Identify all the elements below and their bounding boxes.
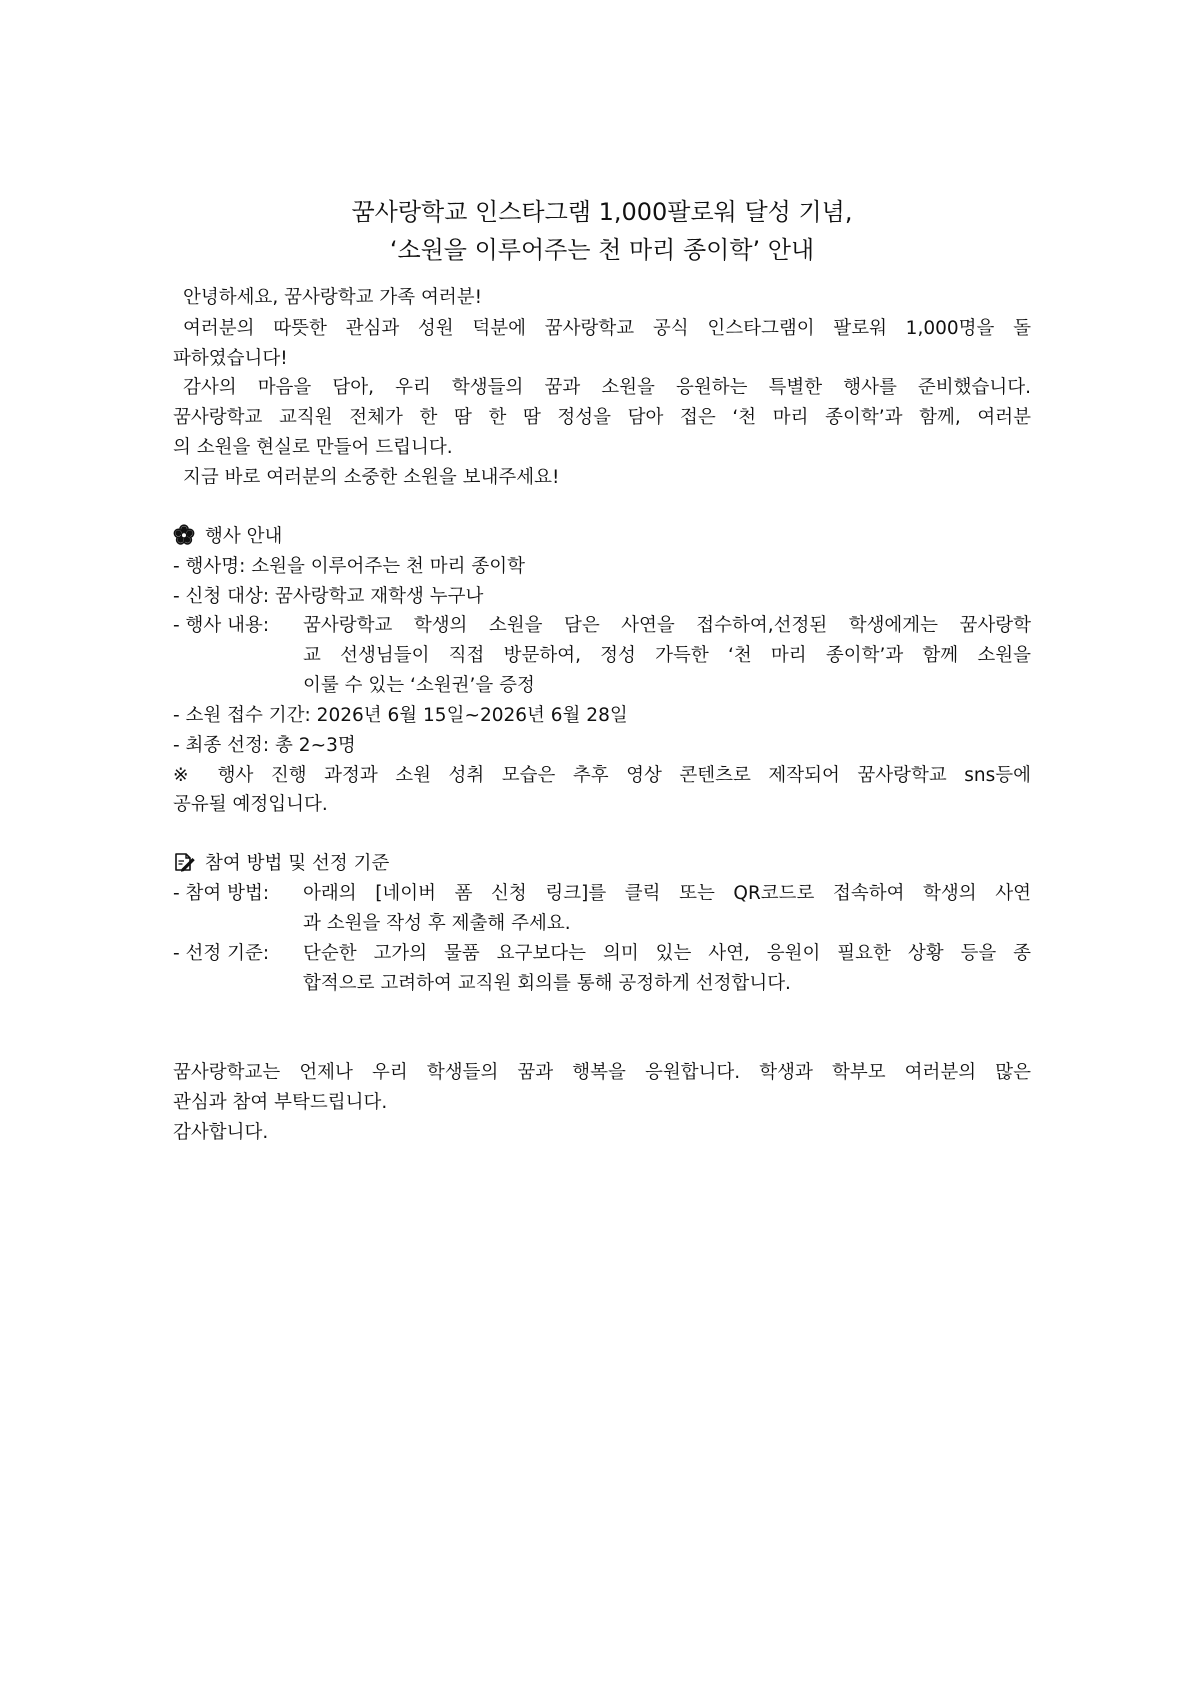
event-section-heading: [173, 524, 282, 550]
intro-paragraph-3: 지금 바로 여러분의 소중한 소원을 보내주세요!: [183, 467, 560, 488]
method-label: - 참여 방법:: [173, 883, 270, 904]
event-target-label: - 신청 대상:: [173, 586, 270, 607]
intro-paragraph-2-line-1: 감사의 마음을 담아, 우리 학생들의 꿈과 소원을 응원하는 특별한 행사를 준비했습니다.: [183, 377, 1031, 398]
intro-paragraph-2-line-2: 꿈사랑학교 교직원 전체가 한 땀 한 땀 정성을 담아 접은 ‘천 마리 종이학’과 함께, 여러분: [173, 407, 1031, 428]
event-final-value: 총 2~3명: [275, 735, 356, 756]
event-period-value: 2026년 6월 15일~2026년 6월 28일: [316, 705, 628, 726]
closing-thanks: 감사합니다.: [173, 1122, 269, 1143]
closing-line-1: 꿈사랑학교는 언제나 우리 학생들의 꿈과 행복을 응원합니다. 학생과 학부모 여러분의 많은: [173, 1062, 1031, 1083]
document-title-line-2: ‘소원을 이루어주는 천 마리 종이학’ 안내: [389, 236, 815, 264]
event-name-row: [173, 554, 1031, 580]
criteria-label: - 선정 기준:: [173, 943, 270, 964]
event-final-label: - 최종 선정:: [173, 735, 270, 756]
event-target-value: 꿈사랑학교 재학생 누구나: [275, 586, 484, 607]
intro-paragraph-2-line-3: 의 소원을 현실로 만들어 드립니다.: [173, 437, 453, 458]
closing-line-2: 관심과 참여 부탁드립니다.: [173, 1092, 388, 1113]
event-content-line-2: 교 선생님들이 직접 방문하여, 정성 가득한 ‘천 마리 종이학’과 함께 소원을: [303, 645, 1031, 666]
event-final-row: [173, 733, 1031, 759]
event-content-line-3: 이룰 수 있는 ‘소원권’을 증정: [303, 675, 535, 696]
event-note-line-2: 공유될 예정입니다.: [173, 794, 328, 815]
event-note-line-1: ※ 행사 진행 과정과 소원 성취 모습은 추후 영상 콘텐츠로 제작되어 꿈사랑학교 sns등에: [173, 765, 1031, 786]
event-content-label: - 행사 내용:: [173, 615, 270, 636]
event-section-title: 행사 안내: [205, 526, 283, 547]
intro-paragraph-1-line-1: 여러분의 따뜻한 관심과 성원 덕분에 꿈사랑학교 공식 인스타그램이 팔로워 1,000명을 돌: [183, 318, 1031, 339]
criteria-line-1: 단순한 고가의 물품 요구보다는 의미 있는 사연, 응원이 필요한 상황 등을 종: [303, 943, 1031, 964]
greeting-text: 안녕하세요, 꿈사랑학교 가족 여러분!: [183, 287, 483, 308]
event-content-line-1: 꿈사랑학교 학생의 소원을 담은 사연을 접수하여,선정된 학생에게는 꿈사랑학: [303, 615, 1031, 636]
event-target-row: [173, 584, 1031, 610]
flower-icon: [173, 524, 195, 546]
event-period-row: [173, 703, 1031, 729]
participation-section-title: 참여 방법 및 선정 기준: [205, 853, 390, 874]
document-title-line-1: 꿈사랑학교 인스타그램 1,000팔로워 달성 기념,: [351, 198, 853, 226]
intro-paragraph-1-line-2: 파하였습니다!: [173, 348, 288, 369]
memo-pencil-icon: [173, 851, 195, 873]
method-line-1: 아래의 [네이버 폼 신청 링크]를 클릭 또는 QR코드로 접속하여 학생의 사연: [303, 883, 1031, 904]
criteria-line-2: 합적으로 고려하여 교직원 회의를 통해 공정하게 선정합니다.: [303, 973, 791, 994]
event-period-label: - 소원 접수 기간:: [173, 705, 311, 726]
participation-section-heading: [173, 851, 389, 877]
method-line-2: 과 소원을 작성 후 제출해 주세요.: [303, 913, 571, 934]
event-name-value: 소원을 이루어주는 천 마리 종이학: [251, 556, 526, 577]
event-name-label: - 행사명:: [173, 556, 246, 577]
